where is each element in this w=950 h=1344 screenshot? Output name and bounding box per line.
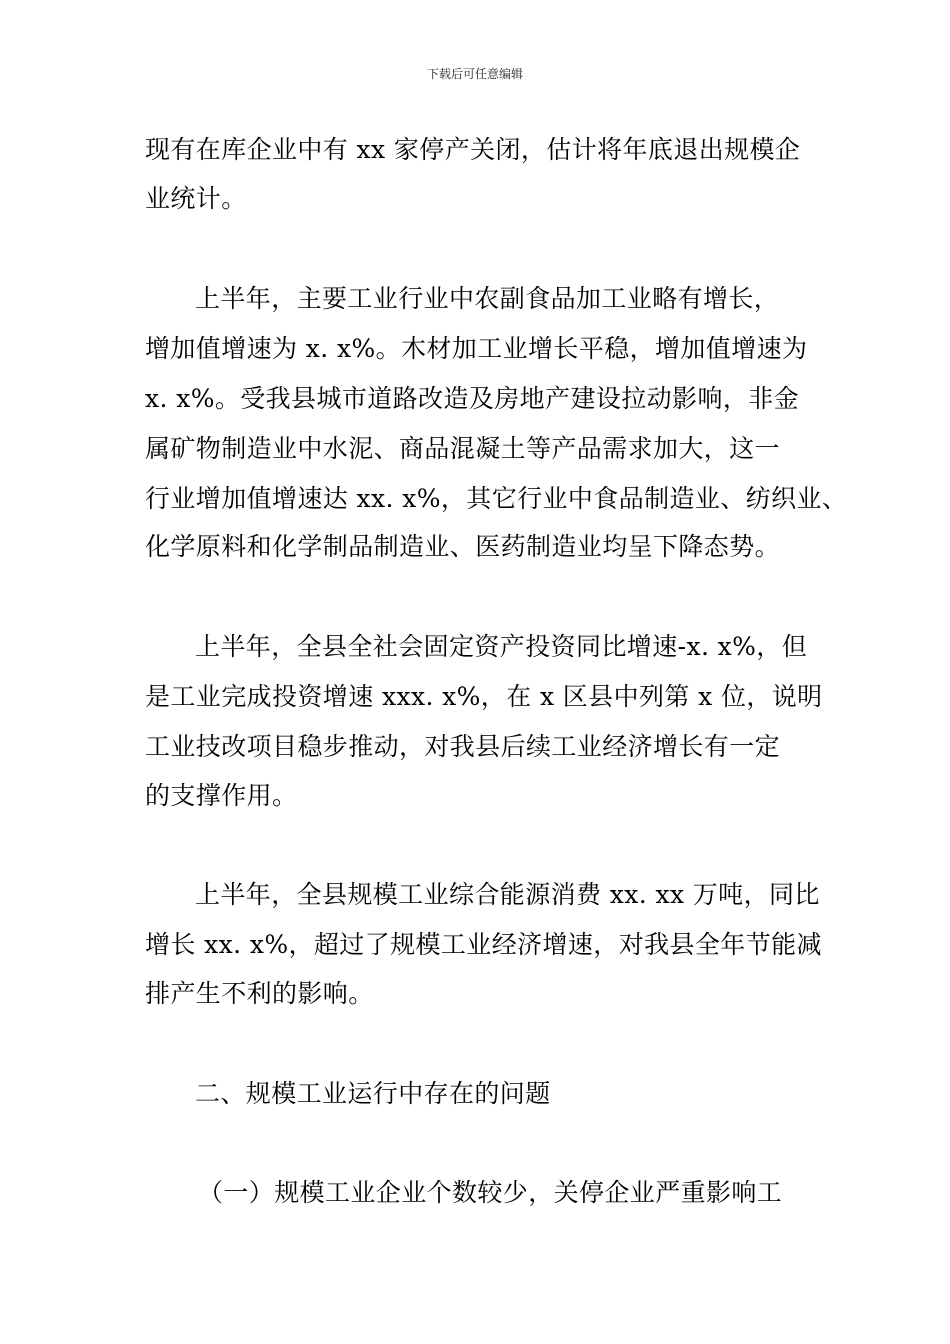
paragraph-line: 工业技改项目稳步推动，对我县后续工业经济增长有一定 <box>145 732 781 761</box>
subsection-heading: （一）规模工业企业个数较少，关停企业严重影响工 <box>198 1178 783 1207</box>
section-heading: 二、规模工业运行中存在的问题 <box>195 1079 551 1108</box>
paragraph-line: 增加值增速为 x. x%。木材加工业增长平稳，增加值增速为 <box>145 334 808 363</box>
paragraph-line: x. x%。受我县城市道路改造及房地产建设拉动影响，非金 <box>145 384 800 413</box>
paragraph-line: 业统计。 <box>145 184 247 213</box>
paragraph-line: 上半年，主要工业行业中农副食品加工业略有增长， <box>195 284 780 313</box>
paragraph-line: 现有在库企业中有 xx 家停产关闭，估计将年底退出规模企 <box>145 135 801 164</box>
paragraph-line: 的支撑作用。 <box>145 781 298 810</box>
paragraph-line: 上半年，全县全社会固定资产投资同比增速-x. x%，但 <box>195 632 808 661</box>
paragraph-line: 化学原料和化学制品制造业、医药制造业均呈下降态势。 <box>145 532 781 561</box>
page-header: 下载后可任意编辑 <box>426 67 523 81</box>
paragraph-line: 行业增加值增速达 xx. x%，其它行业中食品制造业、纺织业、 <box>145 484 848 513</box>
paragraph-line: 是工业完成投资增速 xxx. x%，在 x 区县中列第 x 位，说明 <box>145 682 823 711</box>
paragraph-line: 排产生不利的影响。 <box>145 979 374 1008</box>
paragraph-line: 上半年，全县规模工业综合能源消费 xx. xx 万吨，同比 <box>195 880 820 909</box>
paragraph-line: 属矿物制造业中水泥、商品混凝土等产品需求加大，这一 <box>145 434 781 463</box>
paragraph-line: 增长 xx. x%，超过了规模工业经济增速，对我县全年节能减 <box>145 930 822 959</box>
